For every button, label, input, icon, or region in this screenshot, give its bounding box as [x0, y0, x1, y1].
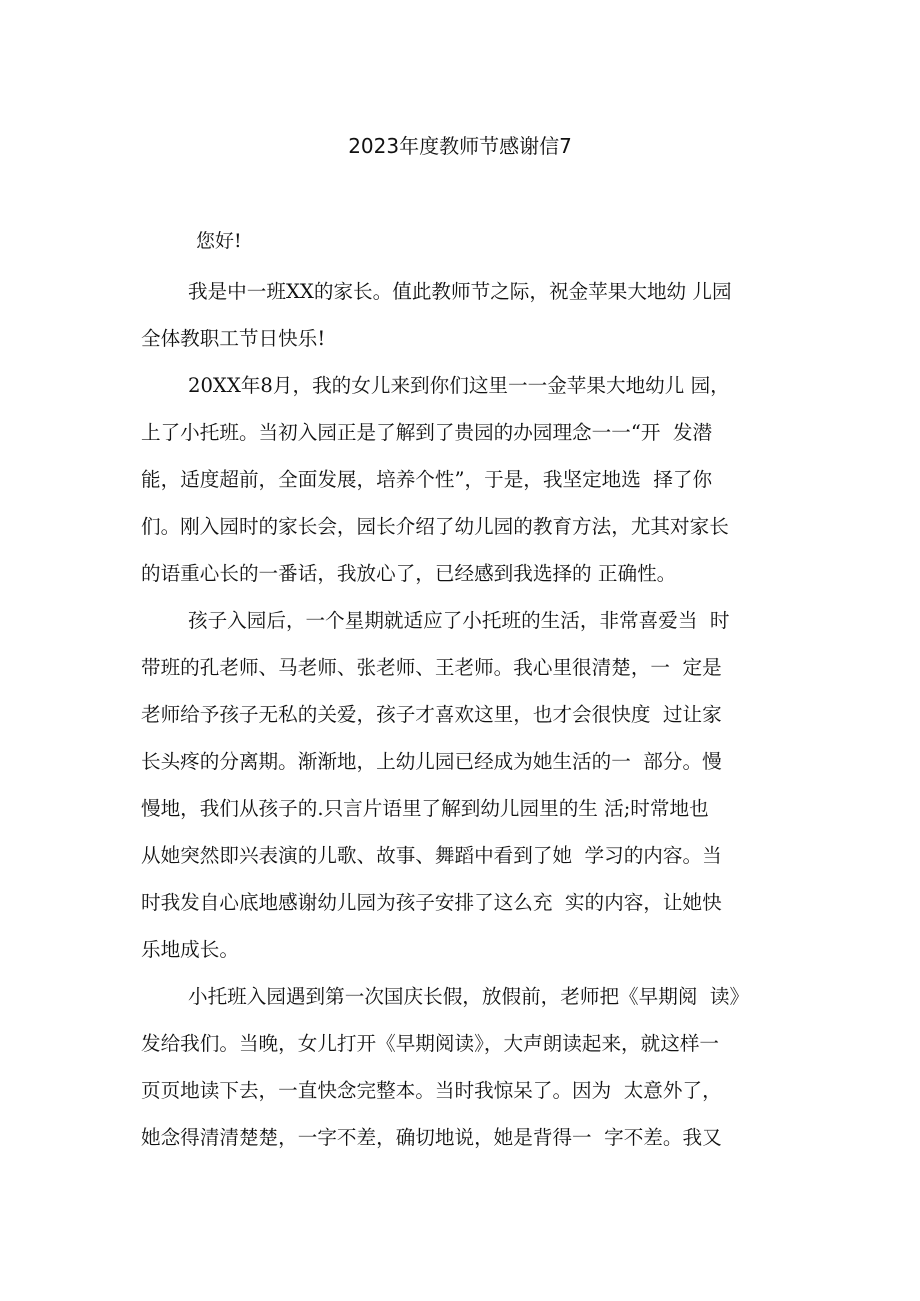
paragraph-line: 上了小托班。当初入园正是了解到了贵园的办园理念一一“开 发潜 — [141, 421, 713, 444]
paragraph-line: 20XX年8月，我的女儿来到你们这里一一金苹果大地幼儿 园， — [188, 374, 730, 397]
paragraph-line: 我是中一班XX的家长。值此教师节之际，祝金苹果大地幼 儿园 — [188, 280, 732, 303]
paragraph-line: 页页地读下去，一直快念完整本。当时我惊呆了。因为 太意外了， — [141, 1079, 722, 1102]
paragraph-line: 们。刚入园时的家长会，园长介绍了幼儿园的教育方法，尤其对家长 — [141, 515, 729, 538]
paragraph-line: 从她突然即兴表演的儿歌、故事、舞蹈中看到了她 学习的内容。当 — [141, 844, 722, 867]
paragraph-line: 全体教职工节日快乐! — [141, 327, 326, 350]
paragraph-line: 长头疼的分离期。渐渐地，上幼儿园已经成为她生活的一 部分。慢 — [141, 750, 722, 773]
paragraph-line: 慢地，我们从孩子的.只言片语里了解到幼儿园里的生 活;时常地也 — [141, 797, 709, 820]
paragraph-line: 孩子入园后，一个星期就适应了小托班的生活，非常喜爱当 时 — [188, 609, 730, 632]
paragraph-line: 时我发自心底地感谢幼儿园为孩子安排了这么充 实的内容，让她快 — [141, 891, 722, 914]
document-title: 2023年度教师节感谢信7 — [348, 134, 572, 158]
paragraph-line: 她念得清清楚楚，一字不差，确切地说，她是背得一 字不差。我又 — [141, 1126, 722, 1149]
greeting: 您好! — [196, 230, 242, 252]
paragraph-line: 老师给予孩子无私的关爱，孩子才喜欢这里，也才会很快度 过让家 — [141, 703, 722, 726]
paragraph-line: 带班的孔老师、马老师、张老师、王老师。我心里很清楚，一 定是 — [141, 656, 722, 679]
paragraph-line: 小托班入园遇到第一次国庆长假，放假前，老师把《早期阅 读》 — [188, 985, 750, 1008]
paragraph-line: 乐地成长。 — [141, 938, 239, 961]
paragraph-line: 发给我们。当晚，女儿打开《早期阅读》，大声朗读起来，就这样一 — [141, 1032, 720, 1055]
paragraph-line: 能，适度超前，全面发展，培养个性”，于是，我坚定地选 择了你 — [141, 468, 713, 491]
paragraph-line: 的语重心长的一番话，我放心了，已经感到我选择的 正确性。 — [141, 562, 677, 585]
letter-body — [141, 268, 783, 1161]
